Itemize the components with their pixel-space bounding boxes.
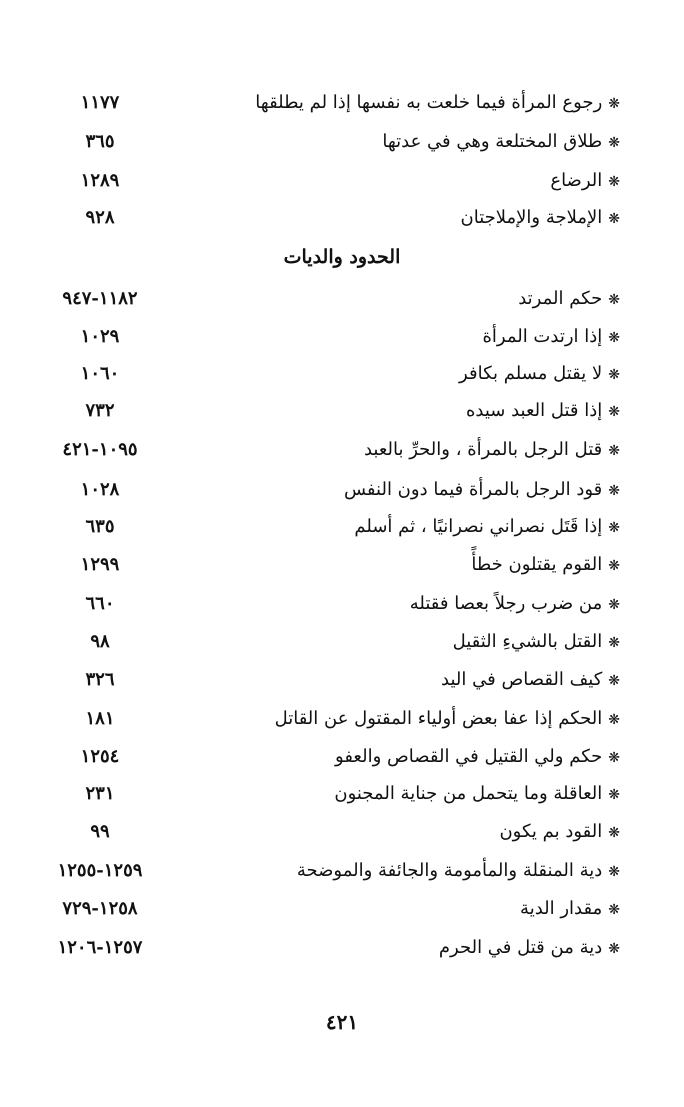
- entry-pages: ١١٨٢-٩٤٧: [62, 288, 138, 309]
- index-entry: [40, 199, 620, 237]
- bullet-star-icon: ❋: [608, 404, 620, 420]
- entry-title: قتل الرجل بالمرأة ، والحرِّ بالعبد: [363, 439, 603, 460]
- bullet-star-icon: ❋: [608, 292, 620, 308]
- entry-pages: ١٢٥٧-١٢٠٦: [57, 937, 143, 958]
- entry-pages: ١٠٢٩: [80, 326, 120, 347]
- entry-title: من ضرب رجلاً بعصا فقتله: [409, 593, 603, 614]
- index-entry: [40, 123, 620, 161]
- bullet-star-icon: ❋: [608, 597, 620, 613]
- index-entry: [40, 162, 620, 200]
- entry-title: قود الرجل بالمرأة فيما دون النفس: [343, 479, 603, 500]
- entry-pages: ١١٧٧: [80, 92, 120, 113]
- index-entry: [40, 890, 620, 928]
- index-entry: [40, 471, 620, 509]
- entry-title-wrap: [520, 890, 620, 929]
- entry-pages: ٢٣١: [85, 783, 115, 804]
- index-entry: [40, 546, 620, 584]
- entry-title-wrap: [275, 700, 620, 739]
- bullet-star-icon: ❋: [608, 864, 620, 880]
- bullet-star-icon: ❋: [608, 635, 620, 651]
- entry-pages: ١٠٢٨: [80, 479, 120, 500]
- entry-title-wrap: [518, 280, 620, 319]
- bullet-star-icon: ❋: [608, 135, 620, 151]
- entry-title-wrap: [344, 471, 620, 510]
- bullet-star-icon: ❋: [608, 520, 620, 536]
- index-entry: [40, 661, 620, 699]
- entry-title: الحكم إذا عفا بعض أولياء المقتول عن القاتل: [274, 708, 603, 729]
- entry-pages: ٩٢٨: [85, 207, 115, 228]
- entry-title: حكم المرتد: [518, 288, 603, 309]
- bullet-star-icon: ❋: [608, 174, 620, 190]
- entry-title: الرضاع: [550, 170, 603, 191]
- index-entry: [40, 623, 620, 661]
- index-entry: [40, 738, 620, 776]
- entry-title: إذا قتل العبد سيده: [465, 400, 603, 421]
- entry-title-wrap: [453, 623, 620, 662]
- index-entry: [40, 392, 620, 430]
- entry-title: العاقلة وما يتحمل من جناية المجنون: [334, 783, 603, 804]
- entry-title: دية من قتل في الحرم: [438, 937, 603, 958]
- entry-title: القود بم يكون: [499, 821, 603, 842]
- bullet-star-icon: ❋: [608, 211, 620, 227]
- entry-title-wrap: [459, 355, 620, 394]
- bullet-star-icon: ❋: [608, 941, 620, 957]
- entry-title: إذا ارتدت المرأة: [482, 326, 603, 347]
- entry-pages: ٣٢٦: [85, 669, 115, 690]
- page-number: ٤٢١: [325, 1010, 359, 1034]
- index-entry: [40, 929, 620, 967]
- bullet-star-icon: ❋: [608, 787, 620, 803]
- section-title: الحدود والديات: [283, 246, 401, 268]
- entry-title-wrap: [354, 508, 620, 547]
- entry-pages: ٧٣٢: [85, 400, 115, 421]
- entry-title: دية المنقلة والمأمومة والجائفة والموضحة: [296, 860, 603, 881]
- entry-pages: ١٠٩٥-٤٢١: [62, 439, 138, 460]
- index-entry: [40, 508, 620, 546]
- entry-title: القوم يقتلون خطأً: [471, 554, 603, 575]
- bullet-star-icon: ❋: [608, 443, 620, 459]
- entry-title-wrap: [382, 123, 620, 162]
- bullet-star-icon: ❋: [608, 367, 620, 383]
- entry-title-wrap: [335, 738, 620, 777]
- entry-title-wrap: [439, 929, 620, 968]
- entry-title: مقدار الدية: [520, 898, 603, 919]
- entry-pages: ٩٨: [90, 631, 110, 652]
- index-entry: [40, 852, 620, 890]
- entry-title: لا يقتل مسلم بكافر: [459, 363, 603, 384]
- index-entry: [40, 700, 620, 738]
- index-entry: [40, 318, 620, 356]
- entry-pages: ١٨١: [85, 708, 115, 729]
- entry-title-wrap: [550, 162, 620, 201]
- bullet-star-icon: ❋: [608, 750, 620, 766]
- entry-title-wrap: [471, 546, 620, 585]
- entry-title: إذا قَتَل نصراني نصرانيًا ، ثم أسلم: [354, 516, 603, 537]
- entry-title: رجوع المرأة فيما خلعت به نفسها إذا لم يطلقها: [255, 92, 603, 113]
- entry-title: طلاق المختلعة وهي في عدتها: [382, 131, 603, 152]
- entry-title-wrap: [364, 431, 620, 470]
- bullet-star-icon: ❋: [608, 712, 620, 728]
- entry-pages: ٦٣٥: [85, 516, 115, 537]
- index-entry: [40, 431, 620, 469]
- index-entry: [40, 775, 620, 813]
- entry-pages: ٩٩: [90, 821, 110, 842]
- entry-pages: ١٢٥٤: [80, 746, 120, 767]
- bullet-star-icon: ❋: [608, 558, 620, 574]
- index-entry: [40, 813, 620, 851]
- bullet-star-icon: ❋: [608, 673, 620, 689]
- entry-pages: ١٢٥٩-١٢٥٥: [57, 860, 143, 881]
- entry-pages: ١٢٥٨-٧٢٩: [62, 898, 138, 919]
- entry-title-wrap: [466, 392, 620, 431]
- entry-title: كيف القصاص في اليد: [441, 669, 603, 690]
- entry-title-wrap: [461, 199, 620, 238]
- index-entry: [40, 84, 620, 122]
- entry-pages: ٣٦٥: [85, 131, 115, 152]
- index-entry: [40, 280, 620, 318]
- entry-title-wrap: [499, 813, 620, 852]
- entry-pages: ١٢٩٩: [80, 554, 120, 575]
- entry-pages: ١٢٨٩: [80, 170, 120, 191]
- entry-title: القتل بالشيءِ الثقيل: [452, 631, 603, 652]
- entry-title-wrap: [410, 585, 620, 624]
- entry-title-wrap: [297, 852, 620, 891]
- bullet-star-icon: ❋: [608, 483, 620, 499]
- bullet-star-icon: ❋: [608, 825, 620, 841]
- entry-title: حكم ولي القتيل في القصاص والعفو: [335, 746, 603, 767]
- entry-pages: ٦٦٠: [85, 593, 115, 614]
- entry-title-wrap: [441, 661, 620, 700]
- entry-title-wrap: [334, 775, 620, 814]
- entry-pages: ١٠٦٠: [80, 363, 120, 384]
- entry-title-wrap: [482, 318, 620, 357]
- index-entry: [40, 355, 620, 393]
- bullet-star-icon: ❋: [608, 96, 620, 112]
- entry-title: الإملاجة والإملاجتان: [460, 207, 603, 228]
- bullet-star-icon: ❋: [608, 902, 620, 918]
- index-entry: [40, 585, 620, 623]
- bullet-star-icon: ❋: [608, 330, 620, 346]
- entry-title-wrap: [255, 84, 620, 123]
